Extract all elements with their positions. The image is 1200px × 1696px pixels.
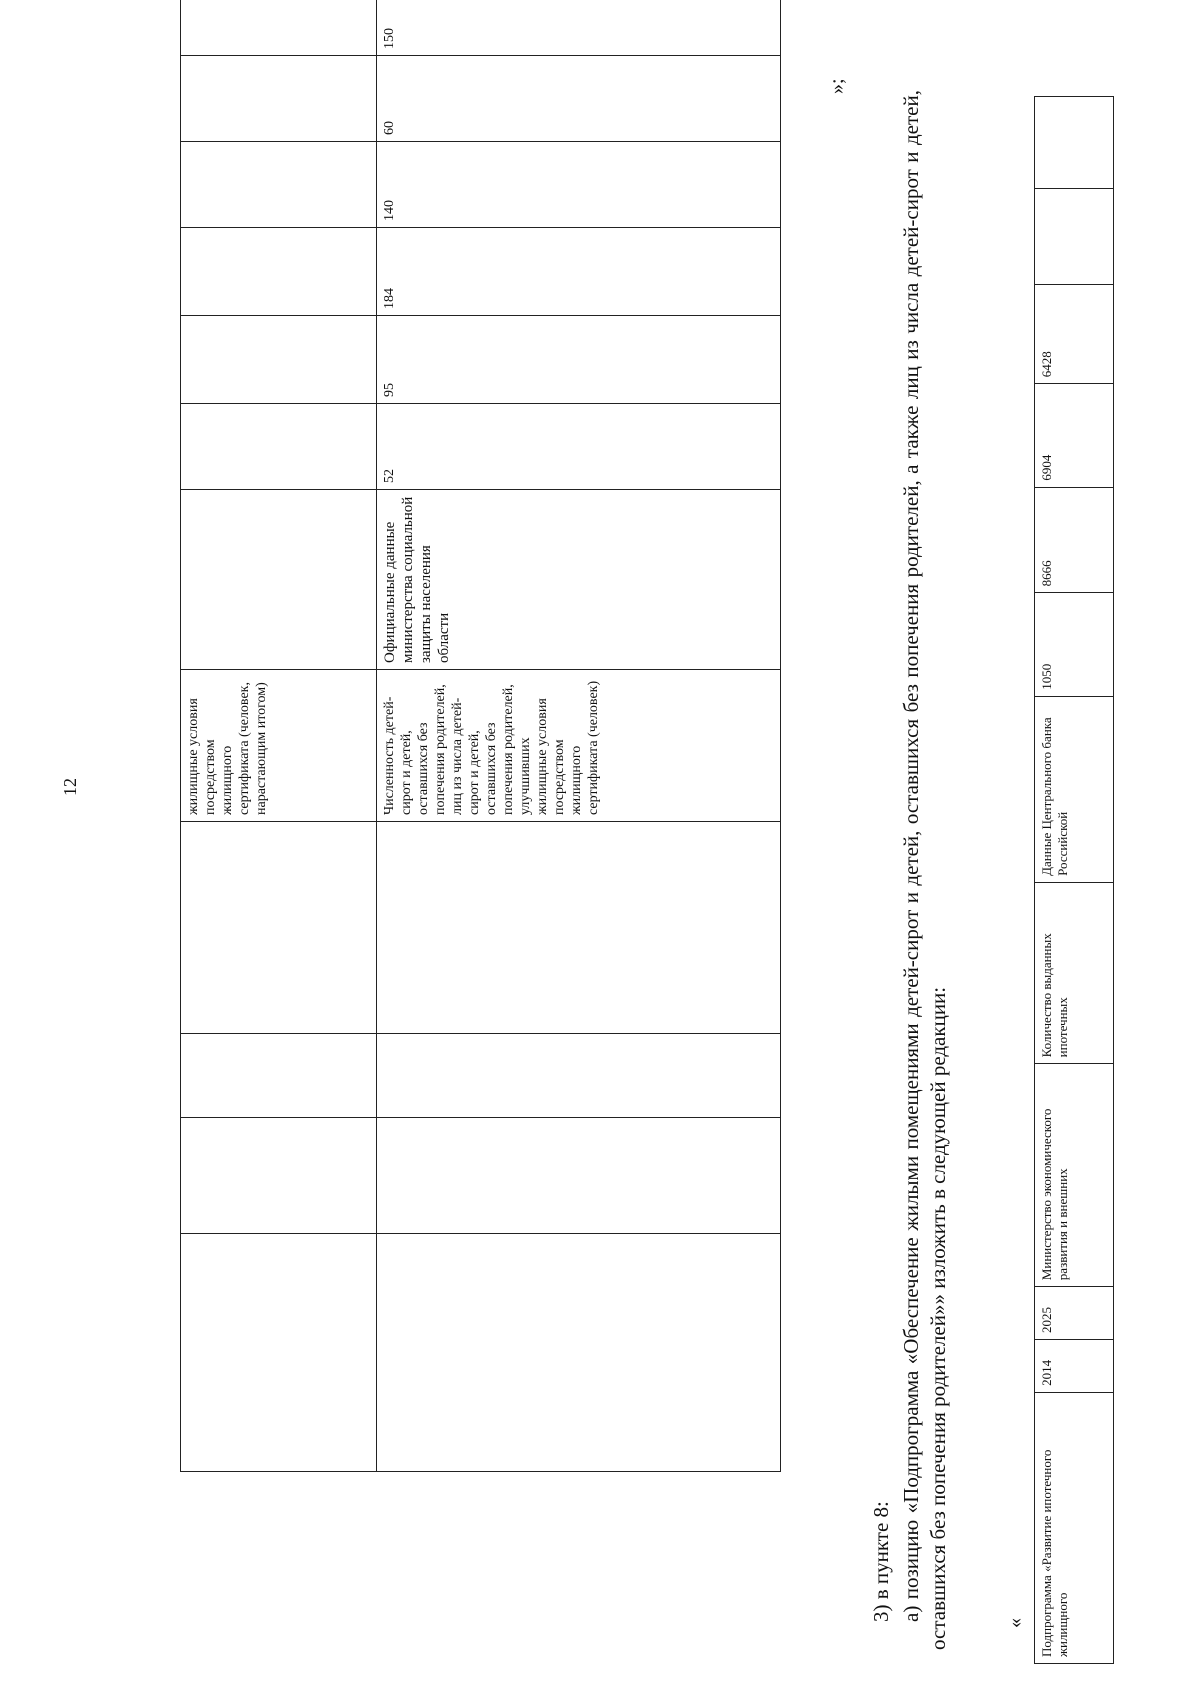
value-cell: 184 [377,228,781,316]
table-cell: 2025 [1035,1287,1114,1340]
indicator-cell: Численность детей-сирот и детей, оставшихся без попечения родителей, лиц из числа детей-сирот и детей, оставшихся без попечения родителей, улучшивших жилищные условия посредством жилищного сертификата (человек) [377,670,781,822]
table-cell [1035,188,1114,285]
table-cell: 6904 [1035,384,1114,487]
value-cell: 52 [377,404,781,490]
upper-table [180,0,781,1472]
table-cell: Подпрограмма «Развитие ипотечного жилищного [1035,1392,1114,1663]
table-row [1035,97,1114,1664]
page-number: 12 [60,778,80,796]
lower-table [1034,96,1114,1664]
value-cell: 60 [377,56,781,142]
value-cell: 140 [377,142,781,228]
table-cell [1035,97,1114,189]
table-cell: 8666 [1035,487,1114,593]
value-cell: 150 [377,0,781,56]
table-cell: 6428 [1035,285,1114,384]
table-row [377,0,781,1472]
opening-quote: « [1004,1618,1026,1628]
value-cell: 95 [377,316,781,404]
table-row [181,0,377,1472]
table-cell: Данные Центрального банка Российской [1035,696,1114,882]
point-3: 3) в пункте 8: [869,1501,893,1622]
indicator-cell: жилищные условия посредством жилищного сертификата (человек, нарастающим итогом) [181,670,377,822]
table-cell: 2014 [1035,1340,1114,1393]
table-cell: 1050 [1035,593,1114,696]
closing-quote: »; [826,78,848,94]
paragraph-a: а) позицию «Подпрограмма «Обеспечение жилыми помещениями детей-сирот и детей, оставшихся без попечения родителей, а также лиц из числа детей-сирот и детей, оставшихся без попечения родителей»» изложить в следующей редакции: [899,90,950,1650]
source-cell: Официальные данные министерства социальной защиты населения области [377,490,781,670]
table-cell: Количество выданных ипотечных [1035,882,1114,1064]
table-cell: Министерство экономического развития и внешних [1035,1064,1114,1287]
